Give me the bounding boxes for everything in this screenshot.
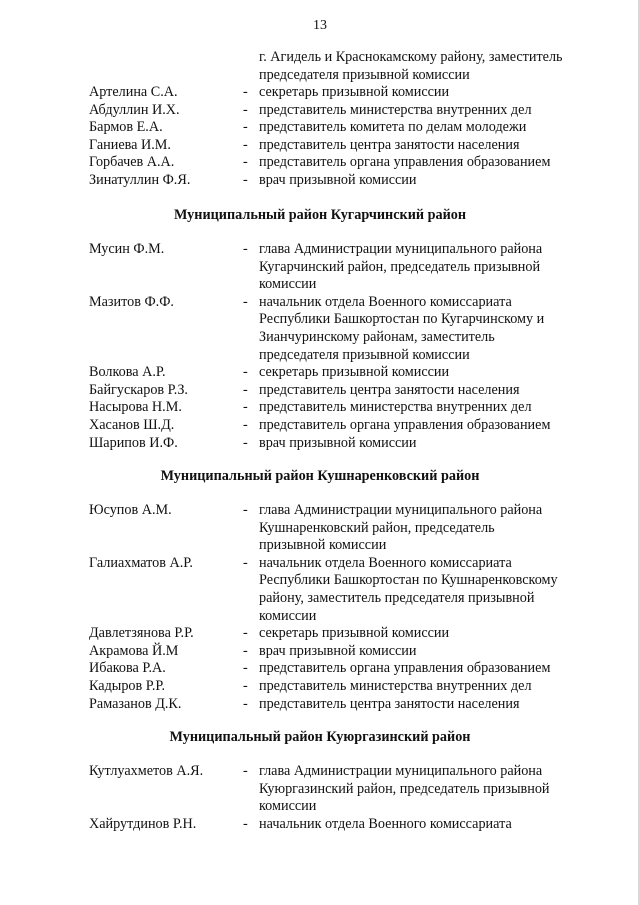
member-role: призывной комиссии: [259, 537, 387, 554]
member-name: Хайрутдинов Р.Н.: [89, 815, 197, 832]
member-row: [0, 660, 640, 678]
dash-separator: -: [243, 815, 248, 832]
member-role: начальник отдела Военного комиссариата: [259, 554, 512, 571]
member-row: [0, 137, 640, 155]
member-name: Ганиева И.М.: [89, 136, 171, 153]
member-name: Волкова А.Р.: [89, 364, 166, 381]
member-row: [0, 643, 640, 661]
dash-separator: -: [243, 119, 248, 136]
member-row: [0, 555, 640, 573]
dash-separator: -: [243, 434, 248, 451]
member-row-continuation: [0, 781, 640, 799]
member-row: [0, 154, 640, 172]
member-role: секретарь призывной комиссии: [259, 84, 450, 100]
member-name: Шарипов И.Ф.: [89, 434, 178, 451]
dash-separator: -: [243, 677, 248, 694]
member-name: Мазитов Ф.Ф.: [89, 293, 174, 310]
member-role: представитель комитета по делам молодежи: [259, 119, 527, 136]
member-row: [0, 84, 640, 102]
member-role: глава Администрации муниципального района: [259, 241, 543, 257]
member-row: [0, 364, 640, 382]
member-role: глава Администрации муниципального района: [259, 502, 543, 518]
member-row: [0, 435, 640, 453]
member-role: секретарь призывной комиссии: [259, 625, 450, 642]
member-row: [0, 399, 640, 417]
dash-separator: -: [243, 416, 248, 433]
member-row: [0, 502, 640, 520]
member-role: комиссии: [259, 607, 317, 624]
member-role: Республики Башкортостан по Кугарчинскому и: [259, 311, 545, 328]
member-name: Артелина С.А.: [89, 84, 178, 100]
member-role: начальник отдела Военного комиссариата: [259, 815, 512, 832]
agidel-members: [0, 84, 640, 190]
dash-separator: -: [243, 642, 248, 659]
member-role: представитель министерства внутренних дел: [259, 101, 532, 118]
member-name: Акрамова Й.М: [89, 642, 179, 659]
member-role: начальник отдела Военного комиссариата: [259, 293, 512, 310]
member-role: врач призывной комиссии: [259, 642, 417, 659]
member-role: секретарь призывной комиссии: [259, 364, 450, 381]
member-role: представитель центра занятости населения: [259, 136, 520, 153]
member-row: [0, 678, 640, 696]
member-role: представитель органа управления образованием: [259, 154, 551, 171]
intro-block: [0, 49, 640, 84]
dash-separator: -: [243, 136, 248, 153]
member-name: Давлетзянова Р.Р.: [89, 625, 194, 642]
member-role: представитель министерства внутренних дел: [259, 399, 532, 416]
member-name: Абдуллин И.Х.: [89, 101, 180, 118]
intro-line: [0, 49, 640, 67]
member-role: Кугарчинский район, председатель призывной: [259, 258, 541, 275]
dash-separator: -: [243, 763, 248, 779]
member-role: Республики Башкортостан по Кушнаренковскому: [259, 572, 558, 589]
member-role: Кушнаренковский район, председатель: [259, 519, 495, 536]
dash-separator: -: [243, 625, 248, 642]
member-name: Горбачев А.А.: [89, 154, 175, 171]
section-heading-kushnarenkovsky: Муниципальный район Кушнаренковский район: [160, 468, 480, 484]
member-row: [0, 625, 640, 643]
section-heading-kugarchinsky: Муниципальный район Кугарчинский район: [173, 207, 467, 223]
member-role: представитель органа управления образованием: [259, 660, 551, 677]
member-role: глава Администрации муниципального района: [259, 763, 543, 779]
member-row-continuation: [0, 259, 640, 277]
member-name: Мусин Ф.М.: [89, 241, 165, 257]
member-row: [0, 294, 640, 312]
member-row-continuation: [0, 276, 640, 294]
member-row-continuation: [0, 537, 640, 555]
member-role: Куюргазинский район, председатель призывной: [259, 780, 550, 797]
dash-separator: -: [243, 154, 248, 171]
member-role: Зианчуринскому районам, заместитель: [259, 328, 495, 345]
member-row-continuation: [0, 572, 640, 590]
member-name: Байгускаров Р.З.: [89, 381, 188, 398]
member-row-continuation: [0, 608, 640, 626]
member-role: врач призывной комиссии: [259, 171, 417, 188]
member-row-continuation: [0, 520, 640, 538]
member-role: председателя призывной комиссии: [259, 346, 470, 363]
role-text: председателя призывной комиссии: [259, 66, 470, 83]
member-name: Рамазанов Д.К.: [89, 695, 182, 712]
member-role: комиссии: [259, 798, 317, 815]
kuyurgazinsky-members: [0, 763, 640, 833]
dash-separator: -: [243, 101, 248, 118]
dash-separator: -: [243, 381, 248, 398]
member-name: Ибакова Р.А.: [89, 660, 166, 677]
member-row-continuation: [0, 347, 640, 365]
dash-separator: -: [243, 502, 248, 518]
member-row: [0, 241, 640, 259]
member-role: району, заместитель председателя призывной: [259, 589, 535, 606]
member-name: Галиахматов А.Р.: [89, 554, 193, 571]
member-row: [0, 382, 640, 400]
member-row: [0, 816, 640, 834]
member-row-continuation: [0, 590, 640, 608]
dash-separator: -: [243, 241, 248, 257]
member-name: Насырова Н.М.: [89, 399, 182, 416]
member-row: [0, 696, 640, 714]
section-heading-kuyurgazinsky: Муниципальный район Куюргазинский район: [169, 729, 471, 745]
page-number: 13: [313, 18, 327, 33]
member-row-continuation: [0, 798, 640, 816]
member-role: представитель органа управления образованием: [259, 416, 551, 433]
member-role: врач призывной комиссии: [259, 434, 417, 451]
member-row-continuation: [0, 311, 640, 329]
member-name: Хасанов Ш.Д.: [89, 416, 175, 433]
member-name: Юсупов А.М.: [89, 502, 172, 518]
kugarchinsky-members: [0, 241, 640, 452]
member-row: [0, 119, 640, 137]
member-row: [0, 417, 640, 435]
member-role: представитель министерства внутренних дел: [259, 677, 532, 694]
dash-separator: -: [243, 399, 248, 416]
member-row: [0, 172, 640, 190]
dash-separator: -: [243, 293, 248, 310]
member-name: Кадыров Р.Р.: [89, 677, 166, 694]
dash-separator: -: [243, 660, 248, 677]
dash-separator: -: [243, 695, 248, 712]
intro-line: [0, 67, 640, 85]
member-name: Зинатуллин Ф.Я.: [89, 171, 191, 188]
member-row: [0, 102, 640, 120]
kushnarenkovsky-members: [0, 502, 640, 713]
member-row-continuation: [0, 329, 640, 347]
dash-separator: -: [243, 554, 248, 571]
dash-separator: -: [243, 84, 248, 100]
dash-separator: -: [243, 171, 248, 188]
member-role: комиссии: [259, 276, 317, 293]
role-text: г. Агидель и Краснокамскому району, заместитель: [259, 49, 563, 65]
member-row: [0, 763, 640, 781]
member-name: Кутлуахметов А.Я.: [89, 763, 204, 779]
dash-separator: -: [243, 364, 248, 381]
member-role: представитель центра занятости населения: [259, 381, 520, 398]
member-name: Бармов Е.А.: [89, 119, 163, 136]
member-role: представитель центра занятости населения: [259, 695, 520, 712]
